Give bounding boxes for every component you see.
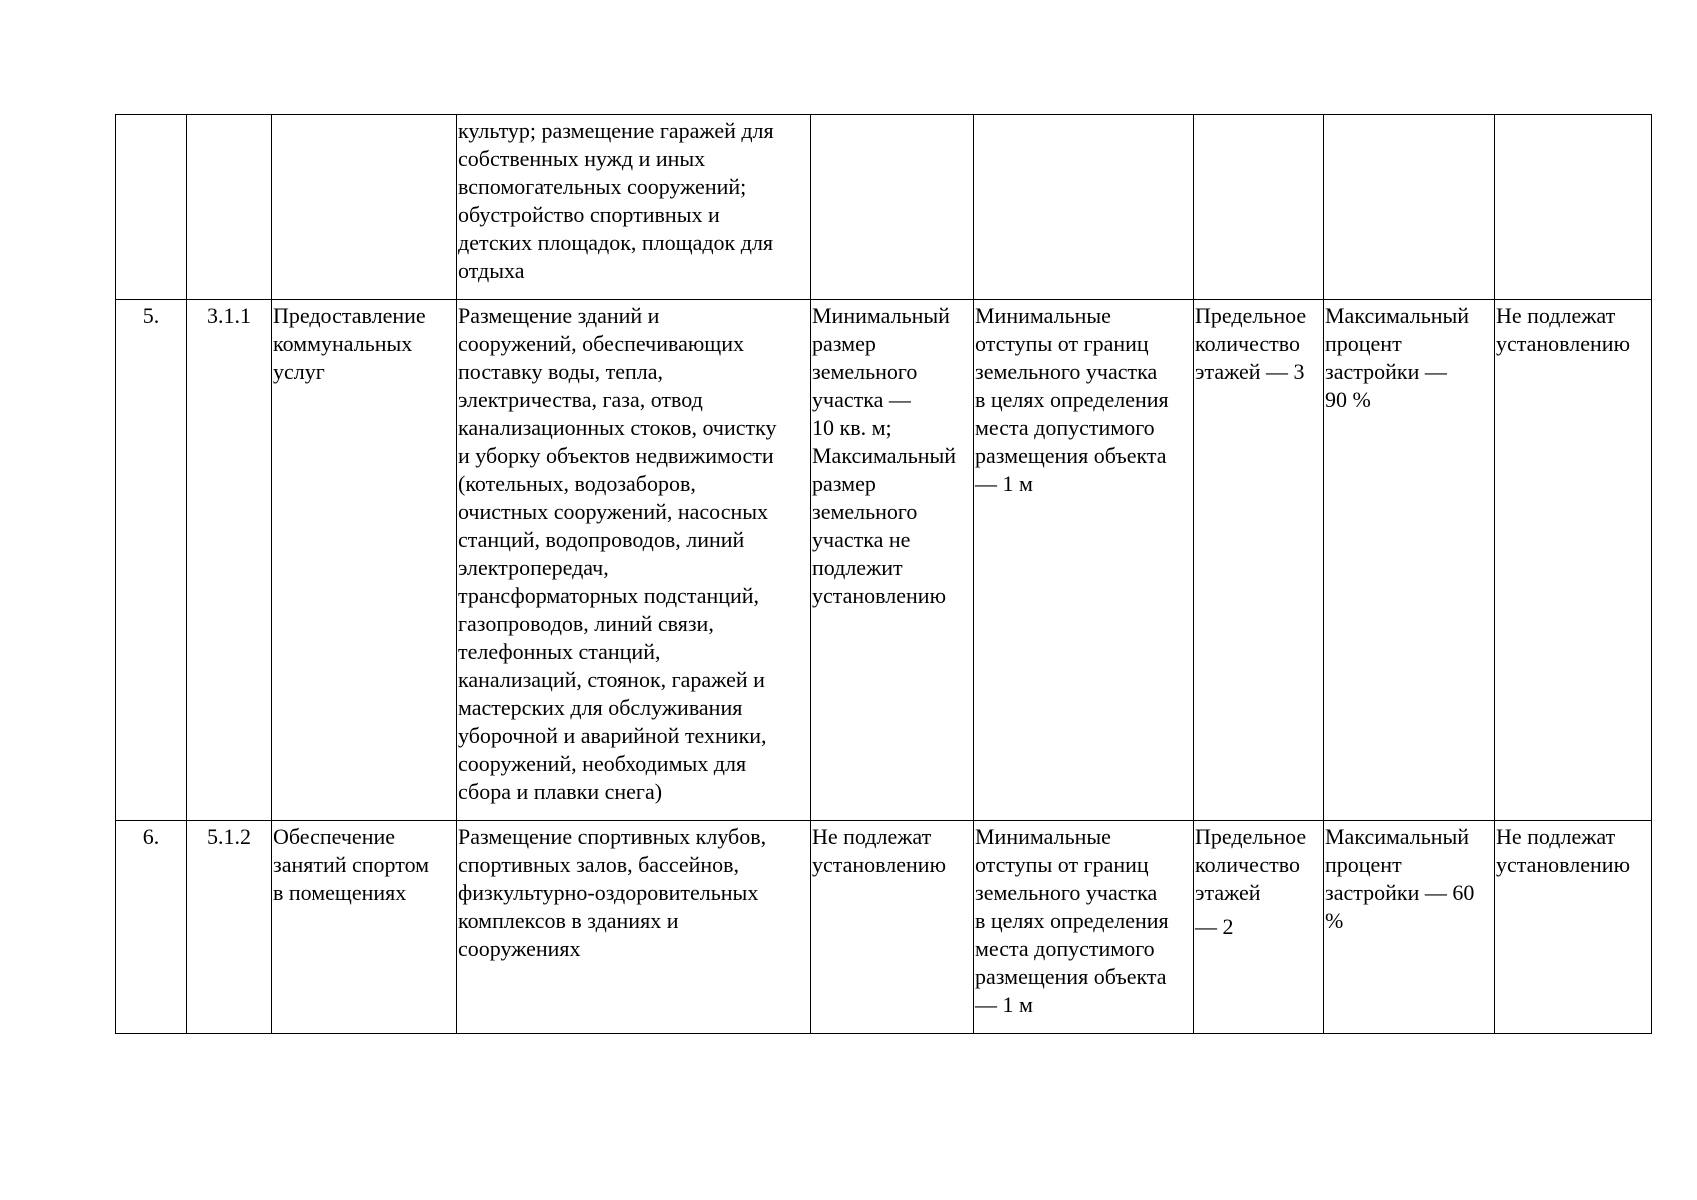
cell-line: и уборку объектов недвижимости (458, 443, 774, 468)
cell-line: очистных сооружений, насосных (458, 499, 769, 524)
cell-line: Размещение спортивных клубов, (458, 824, 767, 849)
row-number-cell: 5. (116, 300, 187, 821)
cell-line: Размещение зданий и (458, 303, 660, 328)
floors-cell (1194, 115, 1324, 300)
zoning-regulations-table (115, 114, 1652, 1034)
cell-line: количество (1195, 331, 1301, 356)
cell-line: сооружений, необходимых для (458, 751, 747, 776)
cell-line: Минимальные (975, 303, 1111, 328)
floors-cell (1194, 300, 1324, 821)
cell-line: коммунальных (273, 331, 413, 356)
land-use-code-cell: 5.1.2 (187, 821, 272, 1034)
other-params-cell (1495, 115, 1652, 300)
cell-line: процент (1325, 331, 1402, 356)
table-body (116, 115, 1652, 1034)
cell-line: застройки — (1325, 359, 1447, 384)
cell-line: электричества, газа, отвод (458, 387, 703, 412)
land-use-name-cell (272, 115, 457, 300)
cell-line: установлению (1496, 852, 1631, 877)
cell-line: электропередач, (458, 555, 609, 580)
other-params-cell (1495, 300, 1652, 821)
cell-line: занятий спортом (273, 852, 430, 877)
cell-line: вспомогательных сооружений; (458, 174, 747, 199)
cell-line: места допустимого (975, 936, 1155, 961)
plot-size-cell (811, 115, 974, 300)
table-row (116, 115, 1652, 300)
cell-line: Предельное (1195, 824, 1307, 849)
cell-line: Не подлежат (1496, 303, 1616, 328)
land-use-name-cell (272, 821, 457, 1034)
cell-line: трансформаторных подстанций, (458, 583, 760, 608)
cell-line: Предельное (1195, 303, 1307, 328)
cell-line: земельного (812, 499, 918, 524)
cell-line: размещения объекта (975, 964, 1167, 989)
cell-line: Обеспечение (273, 824, 395, 849)
cell-line: канализаций, стоянок, гаражей и (458, 667, 765, 692)
table-row (116, 300, 1652, 821)
cell-line: детских площадок, площадок для (458, 230, 774, 255)
cell-line: участка — (812, 387, 911, 412)
cell-line: Предоставление (273, 303, 426, 328)
row-number-cell (116, 115, 187, 300)
land-use-code-cell: 3.1.1 (187, 300, 272, 821)
cell-line: сооружений, обеспечивающих (458, 331, 744, 356)
cell-line: собственных нужд и иных (458, 146, 706, 171)
cell-line: — 1 м (975, 471, 1033, 496)
cell-line: Минимальные (975, 824, 1111, 849)
cell-line: размер (812, 471, 876, 496)
cell-line: — 1 м (975, 992, 1033, 1017)
plot-size-cell (811, 821, 974, 1034)
cell-line: станций, водопроводов, линий (458, 527, 745, 552)
cell-line: размер (812, 331, 876, 356)
cell-line: этажей — 3 (1195, 359, 1305, 384)
cell-line: физкультурно-оздоровительных (458, 880, 759, 905)
cell-line: % (1325, 908, 1344, 933)
cell-line: размещения объекта (975, 443, 1167, 468)
cell-line: процент (1325, 852, 1402, 877)
cell-line: сбора и плавки снега) (458, 779, 663, 804)
cell-line: этажей (1195, 880, 1261, 905)
row-number-cell: 6. (116, 821, 187, 1034)
cell-line: сооружениях (458, 936, 581, 961)
cell-line: подлежит (812, 555, 903, 580)
cell-line: комплексов в зданиях и (458, 908, 679, 933)
land-use-description-cell (457, 300, 811, 821)
floors-cell (1194, 821, 1324, 1034)
cell-line: земельного участка (975, 359, 1158, 384)
cell-line: в целях определения (975, 908, 1169, 933)
cell-line: Максимальный (1325, 824, 1470, 849)
cell-line: установлению (812, 583, 947, 608)
cell-line: обустройство спортивных и (458, 202, 720, 227)
cell-line: отступы от границ (975, 852, 1149, 877)
cell-line: услуг (273, 359, 325, 384)
cell-line: газопроводов, линий связи, (458, 611, 714, 636)
cell-line: Не подлежат (812, 824, 932, 849)
cell-line: — 2 (1195, 914, 1234, 939)
cell-line: отдыха (458, 258, 525, 283)
cell-line: (котельных, водозаборов, (458, 471, 696, 496)
cell-line: мастерских для обслуживания (458, 695, 743, 720)
cell-line: количество (1195, 852, 1301, 877)
cell-line: установлению (1496, 331, 1631, 356)
cell-line: Минимальный (812, 303, 950, 328)
cell-line: канализационных стоков, очистку (458, 415, 777, 440)
land-use-code-cell (187, 115, 272, 300)
other-params-cell (1495, 821, 1652, 1034)
cell-line: места допустимого (975, 415, 1155, 440)
cell-line: участка не (812, 527, 911, 552)
land-use-description-cell (457, 115, 811, 300)
land-use-description-cell (457, 821, 811, 1034)
land-use-name-cell (272, 300, 457, 821)
cell-line: спортивных залов, бассейнов, (458, 852, 740, 877)
coverage-cell (1324, 300, 1495, 821)
setbacks-cell (974, 300, 1194, 821)
cell-line: 10 кв. м; (812, 415, 892, 440)
cell-line: Не подлежат (1496, 824, 1616, 849)
cell-line: Максимальный (1325, 303, 1470, 328)
coverage-cell (1324, 115, 1495, 300)
plot-size-cell (811, 300, 974, 821)
cell-line: в целях определения (975, 387, 1169, 412)
setbacks-cell (974, 821, 1194, 1034)
cell-line: застройки — 60 (1325, 880, 1475, 905)
cell-line: отступы от границ (975, 331, 1149, 356)
cell-line: телефонных станций, (458, 639, 661, 664)
setbacks-cell (974, 115, 1194, 300)
cell-line: в помещениях (273, 880, 407, 905)
cell-line: земельного участка (975, 880, 1158, 905)
cell-line: поставку воды, тепла, (458, 359, 663, 384)
cell-line: Максимальный (812, 443, 957, 468)
cell-line: установлению (812, 852, 947, 877)
table-row (116, 821, 1652, 1034)
cell-line: культур; размещение гаражей для (458, 118, 774, 143)
cell-line: 90 % (1325, 387, 1371, 412)
coverage-cell (1324, 821, 1495, 1034)
cell-line: уборочной и аварийной техники, (458, 723, 767, 748)
cell-line: земельного (812, 359, 918, 384)
